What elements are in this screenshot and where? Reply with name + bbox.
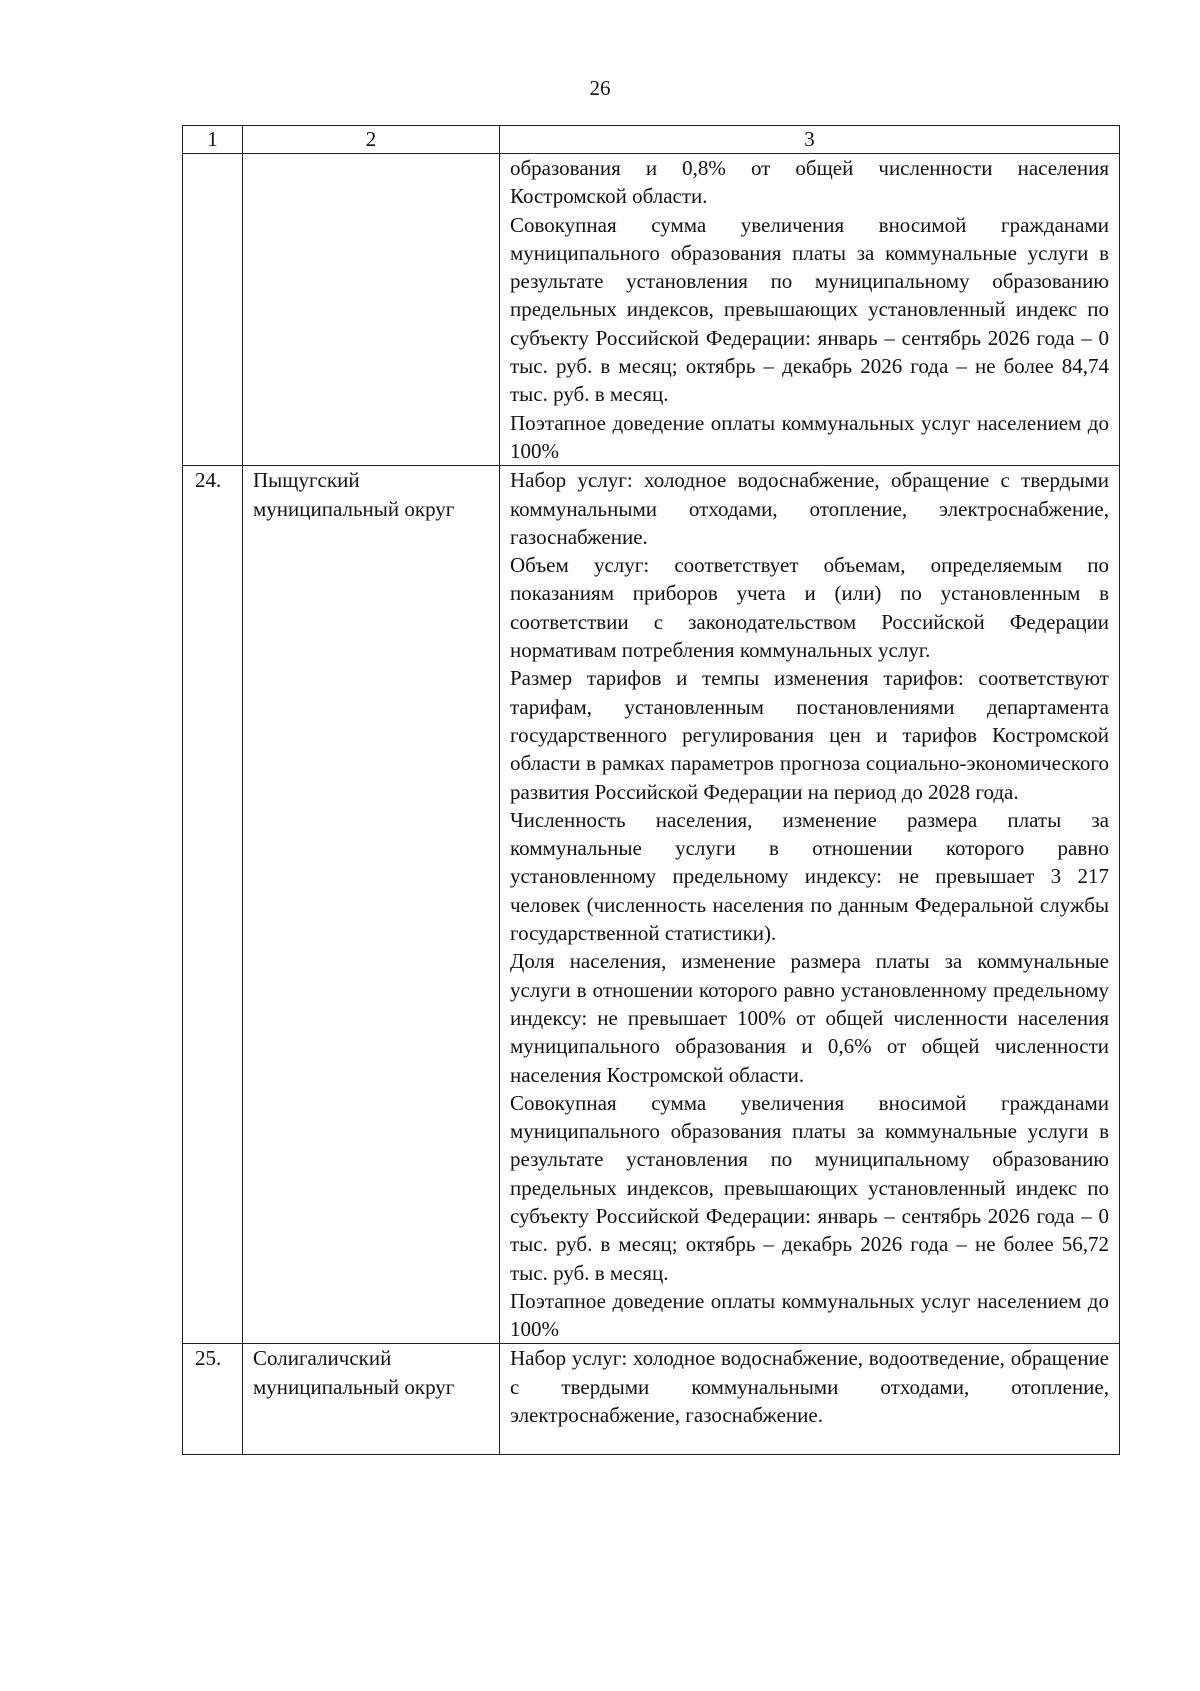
content-paragraph: Поэтапное доведение оплаты коммунальных услуг населением до 100% [510, 410, 1109, 463]
content-paragraph: Набор услуг: холодное водоснабжение, обращение с твердыми коммунальными отходами, отопление, электроснабжение, газоснабжение. [510, 468, 1109, 549]
row-content [500, 1344, 1120, 1455]
content-paragraph: Доля населения, изменение размера платы за коммунальные услуги в отношении которого равно установленному предельному индексу: не превышает 100% от общей численности населения муниципального образования и 0,6% от общей численности населения Костромской области. [510, 949, 1109, 1087]
content-paragraph: Совокупная сумма увеличения вносимой гражданами муниципального образования платы за коммунальные услуги в результате установления по муниципальному образованию предельных индексов, превышающих установленный индекс по субъекту Российской Федерации: январь – сентябрь 2026 года – 0 тыс. руб. в месяц; октябрь – декабрь 2026 года – не более 56,72 тыс. руб. в месяц. [510, 1090, 1109, 1285]
row-content [500, 466, 1120, 1344]
row-number: 25. [183, 1344, 243, 1455]
content-paragraph: Объем услуг: соответствует объемам, определяемым по показаниям приборов учета и (или) по установленным в соответствии с законодательством Российской Федерации нормативам потребления коммунальных услуг. [510, 553, 1109, 663]
table-row [183, 154, 1120, 466]
content-paragraph: Совокупная сумма увеличения вносимой гражданами муниципального образования платы за коммунальные услуги в результате установления по муниципальному образованию предельных индексов, превышающих установленный индекс по субъекту Российской Федерации: январь – сентябрь 2026 года – 0 тыс. руб. в месяц; октябрь – декабрь 2026 года – не более 84,74 тыс. руб. в месяц. [510, 212, 1109, 407]
page-number: 26 [589, 76, 611, 100]
column-header-2: 2 [243, 126, 500, 154]
municipality-name [243, 154, 500, 466]
municipality-name: Пыщугский муниципальный округ [243, 466, 500, 1344]
column-header-3: 3 [500, 126, 1120, 154]
row-content [500, 154, 1120, 466]
table-row [183, 466, 1120, 1344]
table-row [183, 1344, 1120, 1455]
municipality-name: Солигаличский муниципальный округ [243, 1344, 500, 1455]
document-table [182, 125, 1120, 1455]
row-number [183, 154, 243, 466]
content-paragraph: Набор услуг: холодное водоснабжение, водоотведение, обращение с твердыми коммунальными отходами, отопление, электроснабжение, газоснабжение. [510, 1346, 1109, 1428]
row-number: 24. [183, 466, 243, 1344]
content-paragraph: Поэтапное доведение оплаты коммунальных услуг населением до 100% [510, 1288, 1109, 1342]
table-header-row [183, 126, 1120, 154]
content-paragraph: Численность населения, изменение размера платы за коммунальные услуги в отношении которого равно установленному предельному индексу: не превышает 3 217 человек (численность населения по данным Федеральной службы государственной статистики). [510, 807, 1109, 946]
content-paragraph: образования и 0,8% от общей численности населения Костромской области. [510, 156, 1109, 209]
column-header-1: 1 [183, 126, 243, 154]
content-paragraph: Размер тарифов и темпы изменения тарифов: соответствуют тарифам, установленным постановлениями департамента государственного регулирования цен и тарифов Костромской области в рамках параметров прогноза социально-экономического развития Российской Федерации на период до 2028 года. [510, 666, 1109, 804]
